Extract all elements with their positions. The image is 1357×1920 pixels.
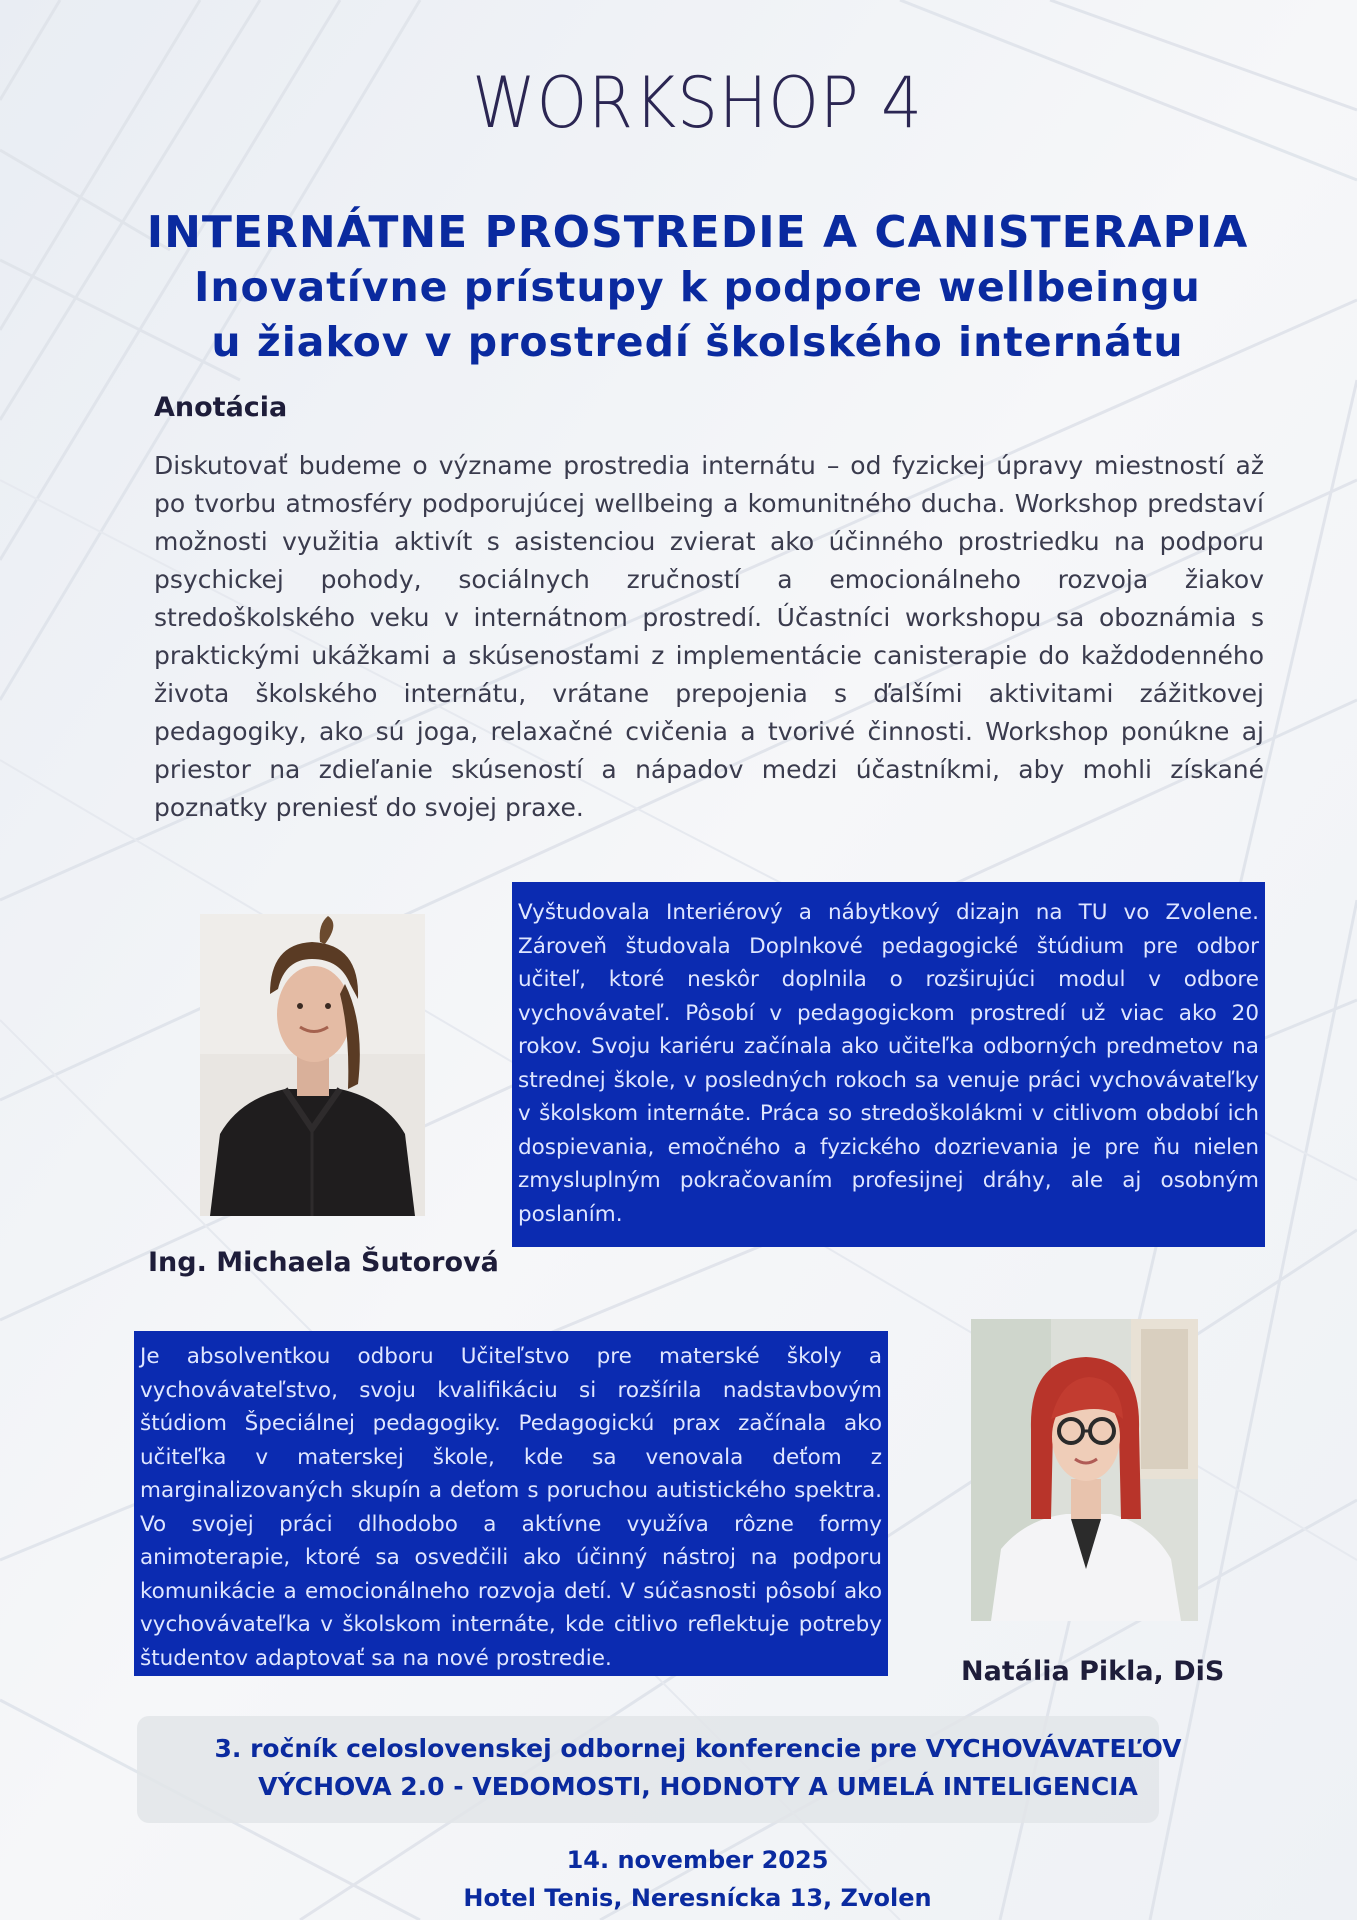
speaker-photo-2 — [971, 1319, 1198, 1621]
main-title-line-1: INTERNÁTNE PROSTREDIE A CANISTERAPIA — [146, 207, 1249, 258]
conference-line-1: 3. ročník celoslovenskej odbornej konferencie pre VYCHOVÁVATEĽOV — [214, 1734, 1182, 1763]
event-date: 14. november 2025 — [566, 1846, 829, 1874]
workshop-title: WORKSHOP 4 — [472, 62, 923, 144]
conference-box — [137, 1716, 1159, 1823]
event-venue: Hotel Tenis, Neresnícka 13, Zvolen — [463, 1884, 932, 1912]
speaker-bio-2: Je absolventkou odboru Učiteľstvo pre materské školy a vychovávateľstvo, svoju kvalifikáciu si rozšírila nadstavbovým štúdiom Špeciálnej pedagogiky. Pedagogickú prax začínala ako učiteľka v materskej škole, kde sa venovala deťom z marginalizovaných skupín a deťom s poruchou autistického spektra. Vo svojej práci dlhodobo a aktívne využíva rôzne formy animoterapie, ktoré sa osvedčili ako účinný nástroj na podporu komunikácie a emocionálneho rozvoja detí. V súčasnosti pôsobí ako vychovávateľka v školskom internáte, kde citlivo reflektuje potreby študentov adaptovať sa na nové prostredie. — [134, 1331, 888, 1676]
main-title-line-3: u žiakov v prostredí školského internátu — [211, 318, 1184, 366]
annotation-text: Diskutovať budeme o význame prostredia internátu – od fyzickej úpravy miestností až po tvorbu atmosféry podporujúcej wellbeing a komunitného ducha. Workshop predstaví možnosti využitia aktivít s asistenciou zvierat ako účinného prostriedku na podporu psychickej pohody, sociálnych zručností a emocionálneho rozvoja žiakov stredoškolského veku v internátnom prostredí. Účastníci workshopu sa oboznámia s praktickými ukážkami a skúsenosťami z implementácie canisterapie do každodenného života školského internátu, vrátane prepojenia s ďalšími aktivitami zážitkovej pedagogiky, ako sú joga, relaxačné cvičenia a tvorivé činnosti. Workshop ponúkne aj priestor na zdieľanie skúseností a nápadov medzi účastníkmi, aby mohli získané poznatky preniesť do svojej praxe. — [154, 451, 1264, 822]
speaker-name-1: Ing. Michaela Šutorová — [148, 1247, 499, 1278]
conference-line-2: VÝCHOVA 2.0 - VEDOMOSTI, HODNOTY A UMELÁ INTELIGENCIA — [258, 1772, 1138, 1801]
speaker-photo-1 — [200, 914, 425, 1216]
speaker-bio-1: Vyštudovala Interiérový a nábytkový dizajn na TU vo Zvolene. Zároveň študovala Doplnkové pedagogické štúdium pre odbor učiteľ, ktoré neskôr doplnila o rozširujúci modul v odbore vychovávateľ. Pôsobí v pedagogickom prostredí už viac ako 20 rokov. Svoju kariéru začínala ako učiteľka odborných predmetov na strednej škole, v posledných rokoch sa venuje práci vychovávateľky v školskom internáte. Práca so stredoškolákmi v citlivom období ich dospievania, emočného a fyzického dozrievania je pre ňu nielen zmysluplným pokračovaním profesijnej dráhy, ale aj osobným poslaním. — [512, 882, 1265, 1247]
main-title-line-2: Inovatívne prístupy k podpore wellbeingu — [194, 263, 1201, 311]
annotation-heading: Anotácia — [154, 392, 288, 423]
main-title — [0, 205, 1357, 370]
speaker-name-2: Natália Pikla, DiS — [961, 1656, 1225, 1687]
